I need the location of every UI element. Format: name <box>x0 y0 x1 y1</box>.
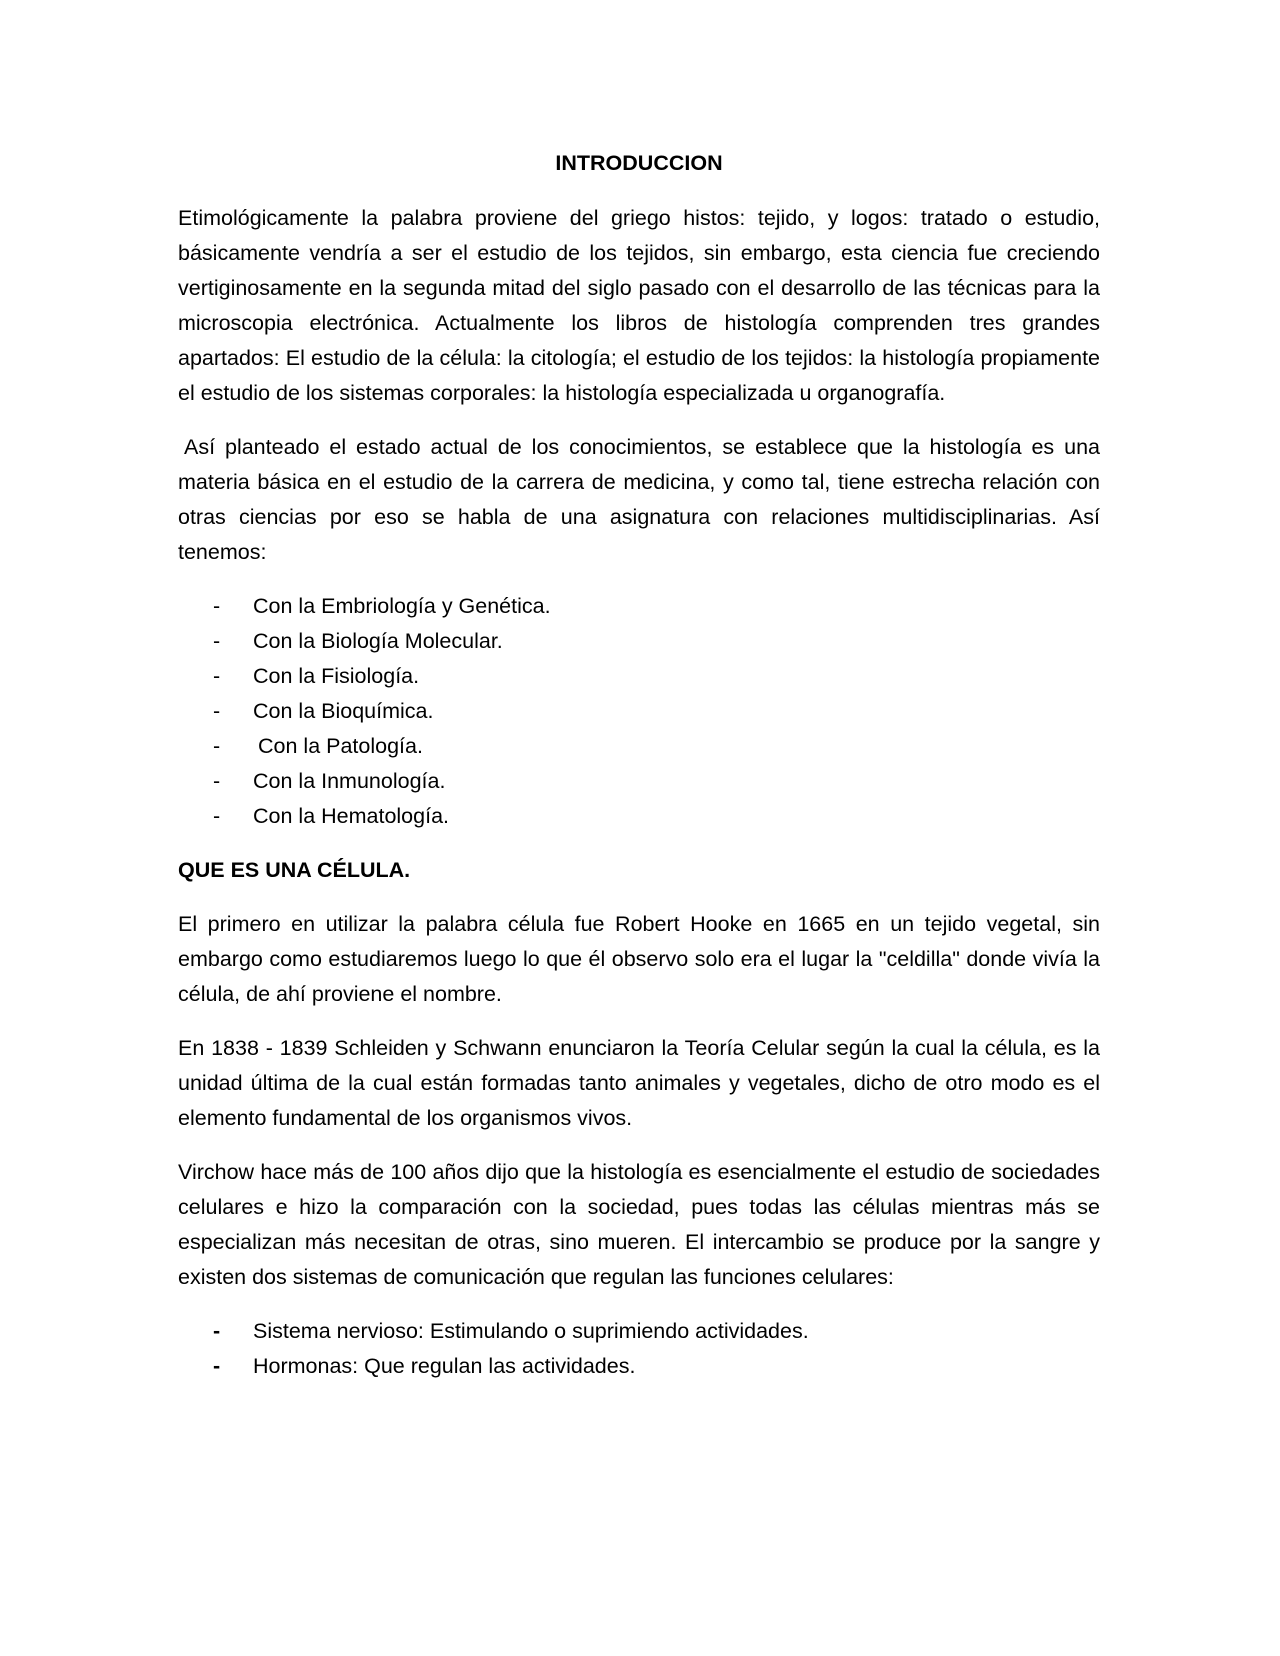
list-item-text: Con la Fisiología. <box>253 664 420 688</box>
list-item-text: Con la Hematología. <box>253 804 449 828</box>
list-item-text: Con la Embriología y Genética. <box>253 594 551 618</box>
list-item <box>178 729 1100 764</box>
list-item <box>178 659 1100 694</box>
list-item <box>178 624 1100 659</box>
dash-bullet: - <box>213 664 221 688</box>
list-item <box>178 694 1100 729</box>
page-title: INTRODUCCION <box>555 151 723 175</box>
systems-list <box>178 1314 1100 1384</box>
dash-bullet: - <box>213 629 221 653</box>
list-item <box>178 1314 1100 1349</box>
list-item-text: Hormonas: Que regulan las actividades. <box>253 1354 636 1378</box>
cell-paragraph-1: El primero en utilizar la palabra célula fue Robert Hooke en 1665 en un tejido vegetal, sin embargo como estudiaremos luego lo que él observo solo era el lugar la "celdilla" donde vivía la célula, de ahí proviene el nombre. <box>178 912 1100 1006</box>
dash-bullet: - <box>213 1354 221 1378</box>
list-item <box>178 589 1100 624</box>
dash-bullet: - <box>213 734 221 758</box>
list-item <box>178 1349 1100 1384</box>
intro-paragraph-2: Así planteado el estado actual de los conocimientos, se establece que la histología es una materia básica en el estudio de la carrera de medicina, y como tal, tiene estrecha relación con otras ciencias por eso se habla de una asignatura con relaciones multidisciplinarias. Así tenemos: <box>178 435 1100 564</box>
list-item-text: Con la Inmunología. <box>253 769 446 793</box>
relations-list <box>178 589 1100 834</box>
cell-paragraph-3: Virchow hace más de 100 años dijo que la histología es esencialmente el estudio de sociedades celulares e hizo la comparación con la sociedad, pues todas las células mientras más se especializan más necesitan de otras, sino mueren. El intercambio se produce por la sangre y existen dos sistemas de comunicación que regulan las funciones celulares: <box>178 1160 1100 1289</box>
dash-bullet: - <box>213 1319 221 1343</box>
intro-paragraph-1: Etimológicamente la palabra proviene del griego histos: tejido, y logos: tratado o estudio, básicamente vendría a ser el estudio de los tejidos, sin embargo, esta ciencia fue creciendo vertiginosamente en la segunda mitad del siglo pasado con el desarrollo de las técnicas para la microscopia electrónica. Actualmente los libros de histología comprenden tres grandes apartados: El estudio de la célula: la citología; el estudio de los tejidos: la histología propiamente el estudio de los sistemas corporales: la histología especializada u organografía. <box>178 206 1100 405</box>
dash-bullet: - <box>213 804 221 828</box>
list-item-text: Con la Bioquímica. <box>253 699 434 723</box>
dash-bullet: - <box>213 699 221 723</box>
dash-bullet: - <box>213 594 221 618</box>
list-item-text: Con la Biología Molecular. <box>253 629 503 653</box>
cell-paragraph-2: En 1838 - 1839 Schleiden y Schwann enunciaron la Teoría Celular según la cual la célula, es la unidad última de la cual están formadas tanto animales y vegetales, dicho de otro modo es el elemento fundamental de los organismos vivos. <box>178 1036 1100 1130</box>
list-item <box>178 799 1100 834</box>
list-item-text: Con la Patología. <box>258 734 423 758</box>
document-page <box>178 146 1100 1403</box>
list-item-text: Sistema nervioso: Estimulando o suprimiendo actividades. <box>253 1319 809 1343</box>
list-item <box>178 764 1100 799</box>
dash-bullet: - <box>213 769 221 793</box>
section-heading: QUE ES UNA CÉLULA. <box>178 858 411 882</box>
